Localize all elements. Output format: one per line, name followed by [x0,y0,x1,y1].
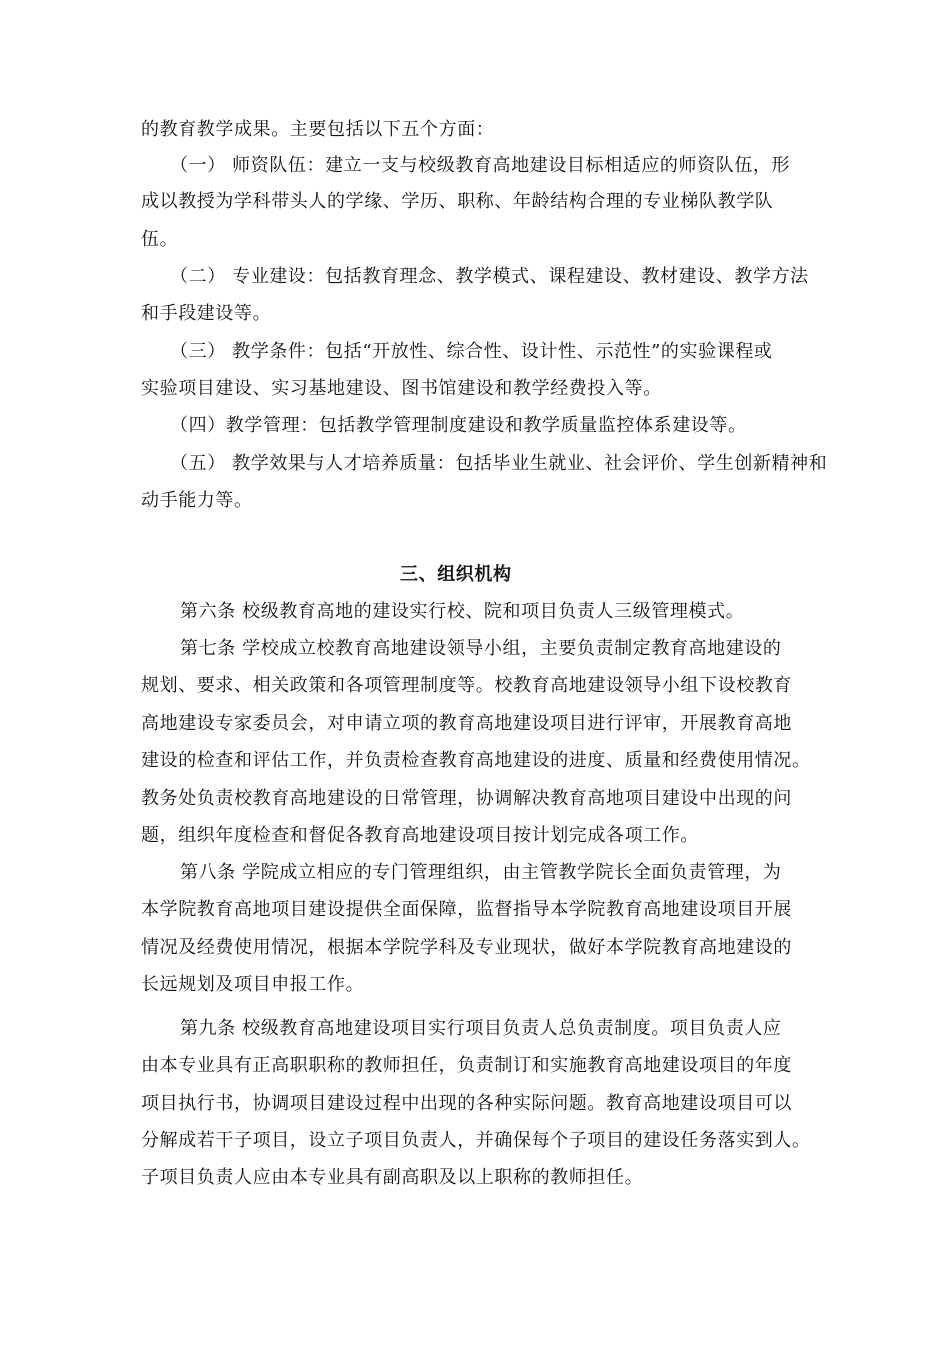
article-line: 分解成若干子项目，设立子项目负责人，并确保每个子项目的建设任务落实到人。 [141,1130,811,1151]
article-line: 第八条 学院成立相应的专门管理组织，由主管教学院长全面负责管理，为 [180,862,782,883]
article-line: 第六条 校级教育高地的建设实行校、院和项目负责人三级管理模式。 [180,601,745,622]
article-line: 规划、要求、相关政策和各项管理制度等。校教育高地建设领导小组下设校教育 [141,675,792,696]
article-line: 第七条 学校成立校教育高地建设领导小组，主要负责制定教育高地建设的 [180,638,782,659]
text-line: 动手能力等。 [141,490,253,511]
article-line: 由本专业具有正高职职称的教师担任，负责制订和实施教育高地建设项目的年度 [141,1055,792,1076]
article-line: 建设的检查和评估工作，并负责检查教育高地建设的进度、质量和经费使用情况。 [141,750,811,771]
article-line: 题，组织年度检查和督促各教育高地建设项目按计划完成各项工作。 [141,825,699,846]
text-line: （一） 师资队伍：建立一支与校级教育高地建设目标相适应的师资队伍，形 [170,155,791,176]
article-line: 教务处负责校教育高地建设的日常管理，协调解决教育高地项目建设中出现的问 [141,788,792,809]
section-heading: 三、组织机构 [400,564,512,585]
text-line: 伍。 [141,229,179,250]
text-line: （二） 专业建设：包括教育理念、教学模式、课程建设、教材建设、教学方法 [170,266,809,287]
article-line: 项目执行书，协调项目建设过程中出现的各种实际问题。教育高地建设项目可以 [141,1093,792,1114]
text-line: 和手段建设等。 [141,303,272,324]
text-line: （四）教学管理：包括教学管理制度建设和教学质量监控体系建设等。 [170,415,747,436]
article-line: 高地建设专家委员会，对申请立项的教育高地建设项目进行评审，开展教育高地 [141,713,792,734]
text-line: 成以教授为学科带头人的学缘、学历、职称、年龄结构合理的专业梯队教学队 [141,191,774,212]
article-line: 子项目负责人应由本专业具有副高职及以上职称的教师担任。 [141,1167,644,1188]
article-line: 情况及经费使用情况，根据本学院学科及专业现状，做好本学院教育高地建设的 [141,937,792,958]
text-line: 的教育教学成果。主要包括以下五个方面： [141,119,495,140]
text-line: （五） 教学效果与人才培养质量：包括毕业生就业、社会评价、学生创新精神和 [170,453,828,474]
article-line: 本学院教育高地项目建设提供全面保障，监督指导本学院教育高地建设项目开展 [141,899,792,920]
text-line: 实验项目建设、实习基地建设、图书馆建设和教学经费投入等。 [141,378,662,399]
article-line: 长远规划及项目申报工作。 [141,974,365,995]
text-line: （三） 教学条件：包括“开放性、综合性、设计性、示范性”的实验课程或 [170,341,773,362]
article-line: 第九条 校级教育高地建设项目实行项目负责人总负责制度。项目负责人应 [180,1018,782,1039]
